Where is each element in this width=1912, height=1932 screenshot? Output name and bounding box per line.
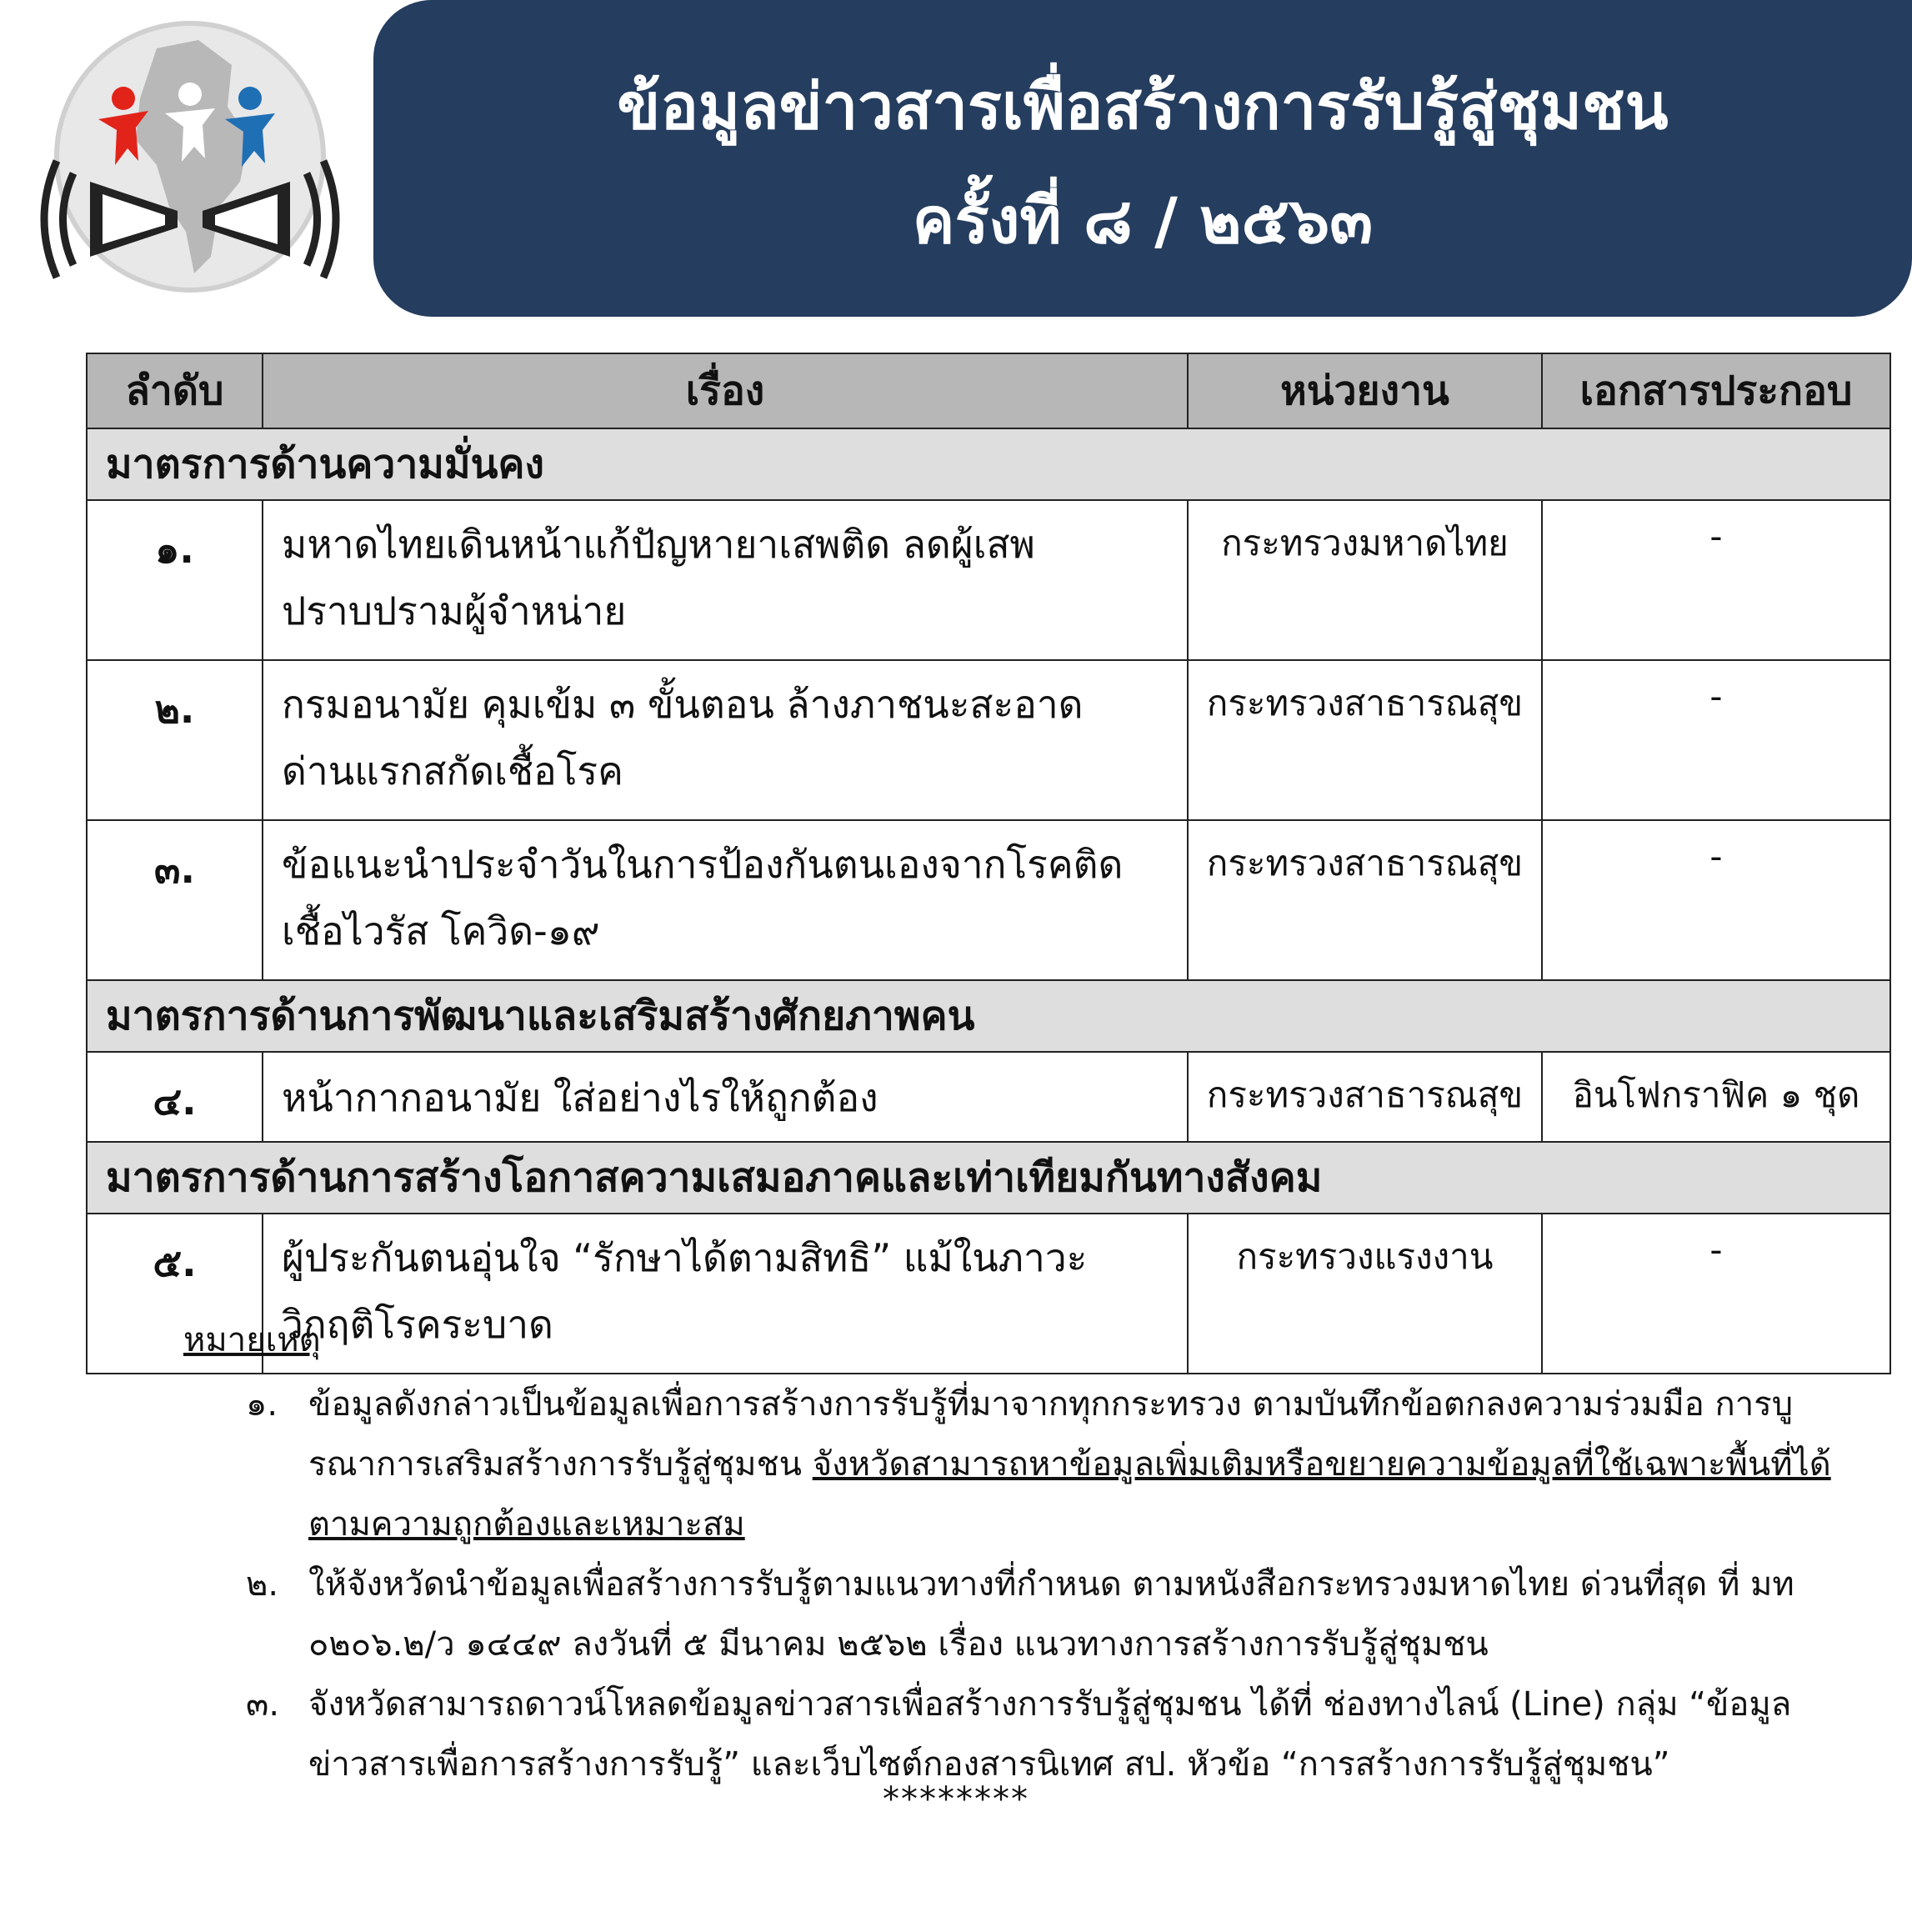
row-topic bbox=[263, 820, 1188, 980]
title-line-2: ครั้งที่ ๘ / ๒๕๖๓ bbox=[912, 183, 1374, 258]
section-row bbox=[87, 428, 1890, 500]
row-attachment: - bbox=[1542, 660, 1890, 820]
note-item bbox=[183, 1674, 1834, 1794]
table-header-row bbox=[87, 353, 1890, 428]
row-number: ๑. bbox=[87, 500, 263, 660]
row-number: ๔. bbox=[87, 1052, 263, 1142]
row-agency: กระทรวงแรงงาน bbox=[1188, 1214, 1542, 1374]
row-number: ๕. bbox=[87, 1214, 263, 1374]
topic-line: ผู้ประกันตนอุ่นใจ “รักษาได้ตามสิทธิ” แม้ในภาวะ bbox=[282, 1235, 1088, 1280]
section-row bbox=[87, 1142, 1890, 1214]
topic-line: วิกฤติโรคระบาด bbox=[282, 1302, 553, 1347]
news-table bbox=[86, 353, 1891, 1374]
community-logo-icon bbox=[32, 15, 348, 298]
row-topic bbox=[263, 1052, 1188, 1142]
note-number: ๑. bbox=[246, 1385, 278, 1424]
row-topic bbox=[263, 660, 1188, 820]
row-attachment: - bbox=[1542, 820, 1890, 980]
header-order: ลำดับ bbox=[87, 353, 263, 428]
section-row bbox=[87, 980, 1890, 1052]
notes-heading: หมายเหตุ bbox=[183, 1321, 321, 1359]
notes bbox=[183, 1313, 1834, 1794]
section-title: มาตรการด้านความมั่นคง bbox=[87, 428, 1890, 500]
title-line-1: ข้อมูลข่าวสารเพื่อสร้างการรับรู้สู่ชุมชน bbox=[617, 69, 1669, 143]
note-number: ๓. bbox=[246, 1685, 280, 1724]
note-text: ข้อมูลดังกล่าวเป็นข้อมูลเพื่อการสร้างการรับรู้ที่มาจากทุกกระทรวง ตามบันทึกข้อตกลงความร่วมมือ การบูรณาการเสริมสร้างการรับรู้สู่ชุมชน bbox=[308, 1385, 1794, 1484]
row-attachment: - bbox=[1542, 1214, 1890, 1374]
logo bbox=[32, 15, 348, 298]
topic-line: ปราบปรามผู้จำหน่าย bbox=[282, 588, 627, 633]
note-text: ให้จังหวัดนำข้อมูลเพื่อสร้างการรับรู้ตามแนวทางที่กำหนด ตามหนังสือกระทรวงมหาดไทย ด่วนที่สุด ที่ มท ๐๒๐๖.๒/ว ๑๔๔๙ ลงวันที่ ๕ มีนาคม ๒๕๖๒ เรื่อง แนวทางการสร้างการรับรู้สู่ชุมชน bbox=[308, 1565, 1794, 1664]
row-attachment: - bbox=[1542, 500, 1890, 660]
topic-line: เชื้อไวรัส โควิด-๑๙ bbox=[282, 908, 600, 953]
table-row bbox=[87, 500, 1890, 660]
title-banner bbox=[373, 0, 1912, 317]
topic-line: ด่านแรกสกัดเชื้อโรค bbox=[282, 748, 623, 793]
row-attachment: อินโฟกราฟิค ๑ ชุด bbox=[1542, 1052, 1890, 1142]
note-item bbox=[183, 1374, 1834, 1554]
header-topic: เรื่อง bbox=[263, 353, 1188, 428]
row-agency: กระทรวงมหาดไทย bbox=[1188, 500, 1542, 660]
table-row bbox=[87, 1052, 1890, 1142]
section-title: มาตรการด้านการพัฒนาและเสริมสร้างศักยภาพคน bbox=[87, 980, 1890, 1052]
topic-line: หน้ากากอนามัย ใส่อย่างไรให้ถูกต้อง bbox=[282, 1075, 878, 1120]
table-row bbox=[87, 660, 1890, 820]
topic-line: ข้อแนะนำประจำวันในการป้องกันตนเองจากโรคติด bbox=[282, 842, 1124, 887]
row-agency: กระทรวงสาธารณสุข bbox=[1188, 660, 1542, 820]
note-number: ๒. bbox=[246, 1565, 279, 1604]
note-item bbox=[183, 1554, 1834, 1674]
row-topic bbox=[263, 500, 1188, 660]
topic-line: กรมอนามัย คุมเข้ม ๓ ขั้นตอน ล้างภาชนะสะอาด bbox=[282, 682, 1084, 727]
note-underlined-text: จังหวัดสามารถหาข้อมูลเพิ่มเติมหรือขยายความข้อมูลที่ใช้เฉพาะพื้นที่ได้ตามความถูกต้องและเหมาะสม bbox=[308, 1445, 1831, 1544]
row-agency: กระทรวงสาธารณสุข bbox=[1188, 1052, 1542, 1142]
end-mark: ******** bbox=[883, 1780, 1029, 1819]
note-text: จังหวัดสามารถดาวน์โหลดข้อมูลข่าวสารเพื่อสร้างการรับรู้สู่ชุมชน ได้ที่ ช่องทางไลน์ (Line) กลุ่ม “ข้อมูลข่าวสารเพื่อการสร้างการรับรู้” และเว็บไซต์กองสารนิเทศ สป. หัวข้อ “การสร้างการรับรู้สู่ชุมชน” bbox=[308, 1685, 1792, 1784]
table-row bbox=[87, 820, 1890, 980]
header-agency: หน่วยงาน bbox=[1188, 353, 1542, 428]
row-number: ๓. bbox=[87, 820, 263, 980]
row-agency: กระทรวงสาธารณสุข bbox=[1188, 820, 1542, 980]
section-title: มาตรการด้านการสร้างโอกาสความเสมอภาคและเท่าเทียมกันทางสังคม bbox=[87, 1142, 1890, 1214]
row-number: ๒. bbox=[87, 660, 263, 820]
header-attachment: เอกสารประกอบ bbox=[1542, 353, 1890, 428]
topic-line: มหาดไทยเดินหน้าแก้ปัญหายาเสพติด ลดผู้เสพ bbox=[282, 522, 1035, 567]
